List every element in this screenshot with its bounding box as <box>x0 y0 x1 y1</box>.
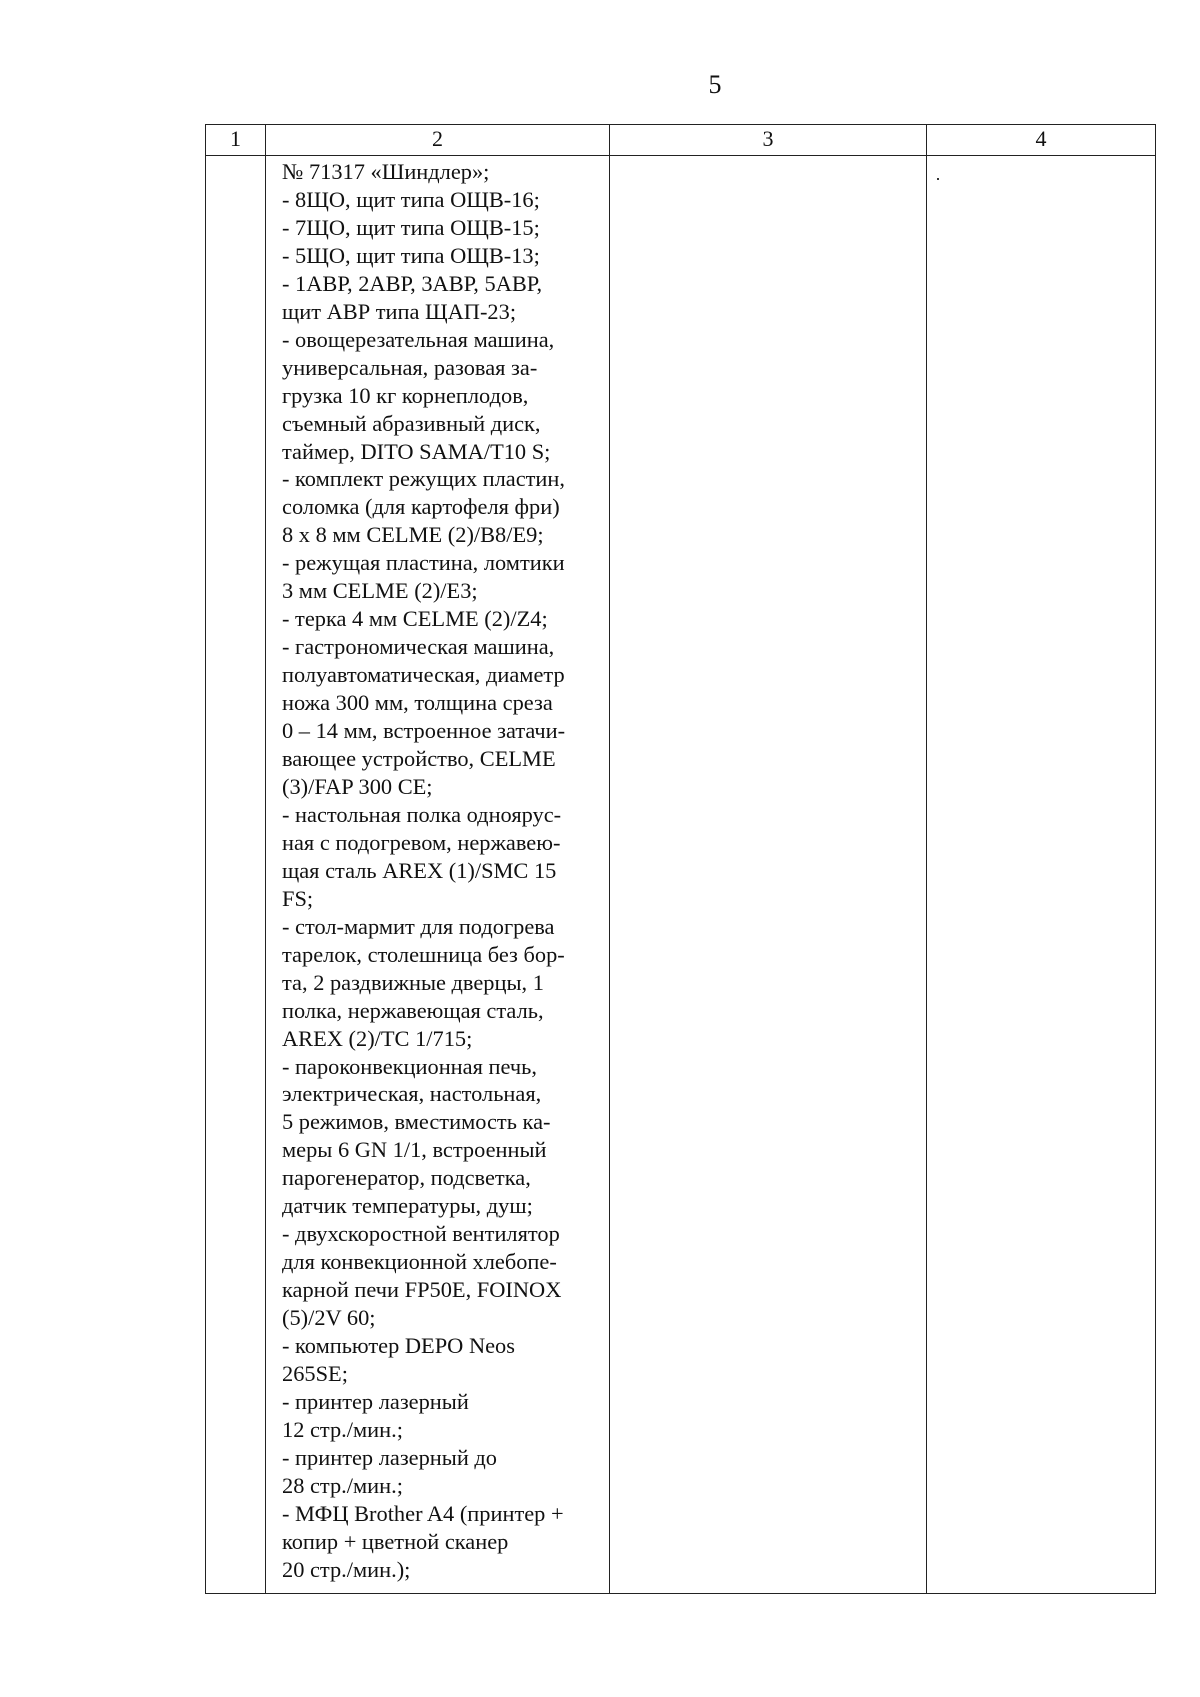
list-item: - настольная полка одноярус- <box>282 801 562 827</box>
list-item: та, 2 раздвижные дверцы, 1 <box>282 969 544 995</box>
list-item: копир + цветной сканер <box>282 1528 509 1554</box>
list-item: 20 стр./мин.); <box>282 1556 411 1582</box>
cell-column-2-items <box>266 156 610 1594</box>
list-item: - гастрономическая машина, <box>282 634 555 660</box>
list-item: для конвекционной хлебопе- <box>282 1249 557 1275</box>
list-item: таймер, DITO SAMA/T10 S; <box>282 438 551 464</box>
list-item: датчик температуры, душ; <box>282 1193 533 1219</box>
list-item: AREX (2)/TC 1/715; <box>282 1025 473 1051</box>
table-header-row <box>206 125 1156 156</box>
list-item: 5 режимов, вместимость ка- <box>282 1109 551 1135</box>
column-header-2: 2 <box>266 125 610 156</box>
cell-column-3 <box>610 156 927 1594</box>
list-item: - пароконвекционная печь, <box>282 1053 537 1079</box>
list-item: ная с подогревом, нержавею- <box>282 829 561 855</box>
page-number: 5 <box>708 70 722 99</box>
cell-column-4 <box>927 156 1156 1594</box>
list-item: меры 6 GN 1/1, встроенный <box>282 1137 547 1163</box>
list-item: - овощерезательная машина, <box>282 326 555 352</box>
list-item: универсальная, разовая за- <box>282 354 538 380</box>
column-header-3: 3 <box>610 125 927 156</box>
list-item: - стол-мармит для подогрева <box>282 913 555 939</box>
list-item: (3)/FAP 300 CE; <box>282 773 433 799</box>
list-item: - компьютер DEPO Neos <box>282 1333 515 1359</box>
list-item: - 7ЩО, щит типа ОЩВ-15; <box>282 214 540 240</box>
list-item: - 1АВР, 2АВР, 3АВР, 5АВР, <box>282 270 543 296</box>
list-item: № 71317 «Шиндлер»; <box>282 159 490 184</box>
list-item: FS; <box>282 885 314 911</box>
list-item: полуавтоматическая, диаметр <box>282 662 565 688</box>
list-item: 8 х 8 мм CELME (2)/B8/E9; <box>282 522 544 548</box>
list-item: грузка 10 кг корнеплодов, <box>282 382 529 408</box>
list-item: 0 – 14 мм, встроенное затачи- <box>282 718 566 744</box>
list-item: - принтер лазерный до <box>282 1444 497 1470</box>
column-header-4: 4 <box>927 125 1156 156</box>
list-item: - принтер лазерный <box>282 1388 469 1414</box>
list-item: - 5ЩО, щит типа ОЩВ-13; <box>282 242 540 268</box>
list-item: тарелок, столешница без бор- <box>282 941 565 967</box>
list-item: - комплект режущих пластин, <box>282 466 565 492</box>
list-item: съемный абразивный диск, <box>282 410 541 436</box>
list-item: щит АВР типа ЩАП-23; <box>282 298 517 324</box>
list-item: - терка 4 мм CELME (2)/Z4; <box>282 606 548 632</box>
list-item: ножа 300 мм, толщина среза <box>282 690 553 716</box>
list-item: - двухскоростной вентилятор <box>282 1221 560 1247</box>
equipment-table <box>205 124 1156 1594</box>
table-row <box>206 156 1156 1594</box>
list-item: (5)/2V 60; <box>282 1305 376 1331</box>
list-item: 265SE; <box>282 1360 348 1386</box>
cell-column-1 <box>206 156 266 1594</box>
list-item: парогенератор, подсветка, <box>282 1165 531 1191</box>
list-item: - режущая пластина, ломтики <box>282 550 565 576</box>
list-item: вающее устройство, CELME <box>282 746 556 772</box>
list-item: - 8ЩО, щит типа ОЩВ-16; <box>282 186 540 212</box>
list-item: - МФЦ Brother A4 (принтер + <box>282 1500 564 1526</box>
list-item: карной печи FP50E, FOINOX <box>282 1277 562 1303</box>
list-item: 28 стр./мин.; <box>282 1472 403 1498</box>
list-item: 12 стр./мин.; <box>282 1416 403 1442</box>
stray-mark <box>937 178 939 180</box>
list-item: полка, нержавеющая сталь, <box>282 997 544 1023</box>
list-item: 3 мм CELME (2)/E3; <box>282 578 478 604</box>
list-item: электрическая, настольная, <box>282 1081 542 1107</box>
list-item: щая сталь AREX (1)/SMC 15 <box>282 857 557 883</box>
list-item: соломка (для картофеля фри) <box>282 494 560 520</box>
column-header-1: 1 <box>206 125 266 156</box>
